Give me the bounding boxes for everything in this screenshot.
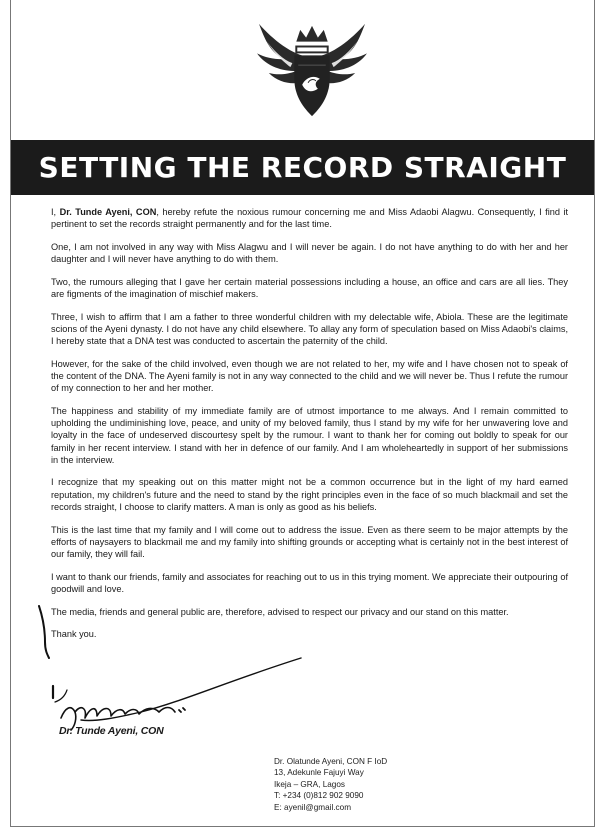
intro-prefix: I, [51,207,57,217]
address-block [274,756,387,813]
letter-page [10,0,595,827]
paragraph: I want to thank our friends, family and associates for reaching out to us in this trying moment. We appreciate their outpouring of goodwill and love. [51,571,568,594]
intro-rest: , hereby refute the noxious rumour concerning me and Miss Adaobi Alagwu. Consequently, I find it pertinent to set the records straight permanently and for the last time. [51,207,568,230]
address-line: T: +234 (0)812 902 9090 [274,791,364,801]
paragraph: Two, the rumours alleging that I gave her certain material possessions including a house, an office and cars are all lies. They are figments of the imagination of mischief makers. [51,276,568,300]
title-banner [11,140,594,195]
document-title: SETTING THE RECORD STRAIGHT [38,151,567,184]
paragraph: The happiness and stability of my immediate family are of utmost importance to me always. And I remain committed to upholding the undiminishing love, peace, and unity of my beloved family, thus I stand by my wife for her unwavering love and loyalty in the face of undeserved discourtesy spelt by the rumour. I want to thank her for coming out boldly to speak for our family in her recent interview. I stand with her in defence of our family. And I am wholeheartedly in support of her submissions in the interview. [51,405,568,465]
closing-line: Thank you. [51,629,97,640]
address-line: E: ayenil@gmail.com [274,802,352,812]
address-line: Ikeja – GRA, Lagos [274,779,345,789]
paragraph: This is the last time that my family and I will come out to address the issue. Even as there seem to be major attempts by the efforts of naysayers to blackmail me and my family into shifting grounds or accepting what is certainly not in the best interest of our family, they will fail. [51,524,568,559]
signatory-name: Dr. Tunde Ayeni, CON [59,725,164,737]
paragraph: However, for the sake of the child involved, even though we are not related to her, my wife and I have chosen not to speak of the content of the DNA. The Ayeni family is not in any way connected to the child and we will never be. Thus I refute the rumour of my connection to her and her mother. [51,358,568,394]
paragraph: Three, I wish to affirm that I am a father to three wonderful children with my delectable wife, Abiola. These are the legitimate scions of the Ayeni dynasty. I do not have any child elsewhere. To allay any form of speculation based on Miss Adaobi's claims, I hereby state that a DNA test was conducted to ascertain the paternity of the child. [51,311,568,347]
paragraph: One, I am not involved in any way with Miss Alagwu and I will never be again. I do not have anything to do with her and her daughter and I will never have anything to do with them. [51,241,568,265]
intro-paragraph [51,206,568,230]
letter-body [51,206,568,651]
eagle-crest-emblem-icon [253,20,371,126]
address-line: Dr. Olatunde Ayeni, CON F IoD [274,757,388,766]
address-line: 13, Adekunle Fajuyi Way [274,768,364,778]
paragraph: I recognize that my speaking out on this matter might not be a common occurrence but in the light of my hard earned reputation, my children's future and the need to stand by the right principles even in the face of so much blackmail and set the records straight, I choose to clarify matters. A man is only as good as his beliefs. [51,477,568,512]
paragraph: The media, friends and general public are, therefore, advised to respect our privacy and our stand on this matter. [51,606,509,617]
author-name: Dr. Tunde Ayeni, CON [59,207,157,217]
